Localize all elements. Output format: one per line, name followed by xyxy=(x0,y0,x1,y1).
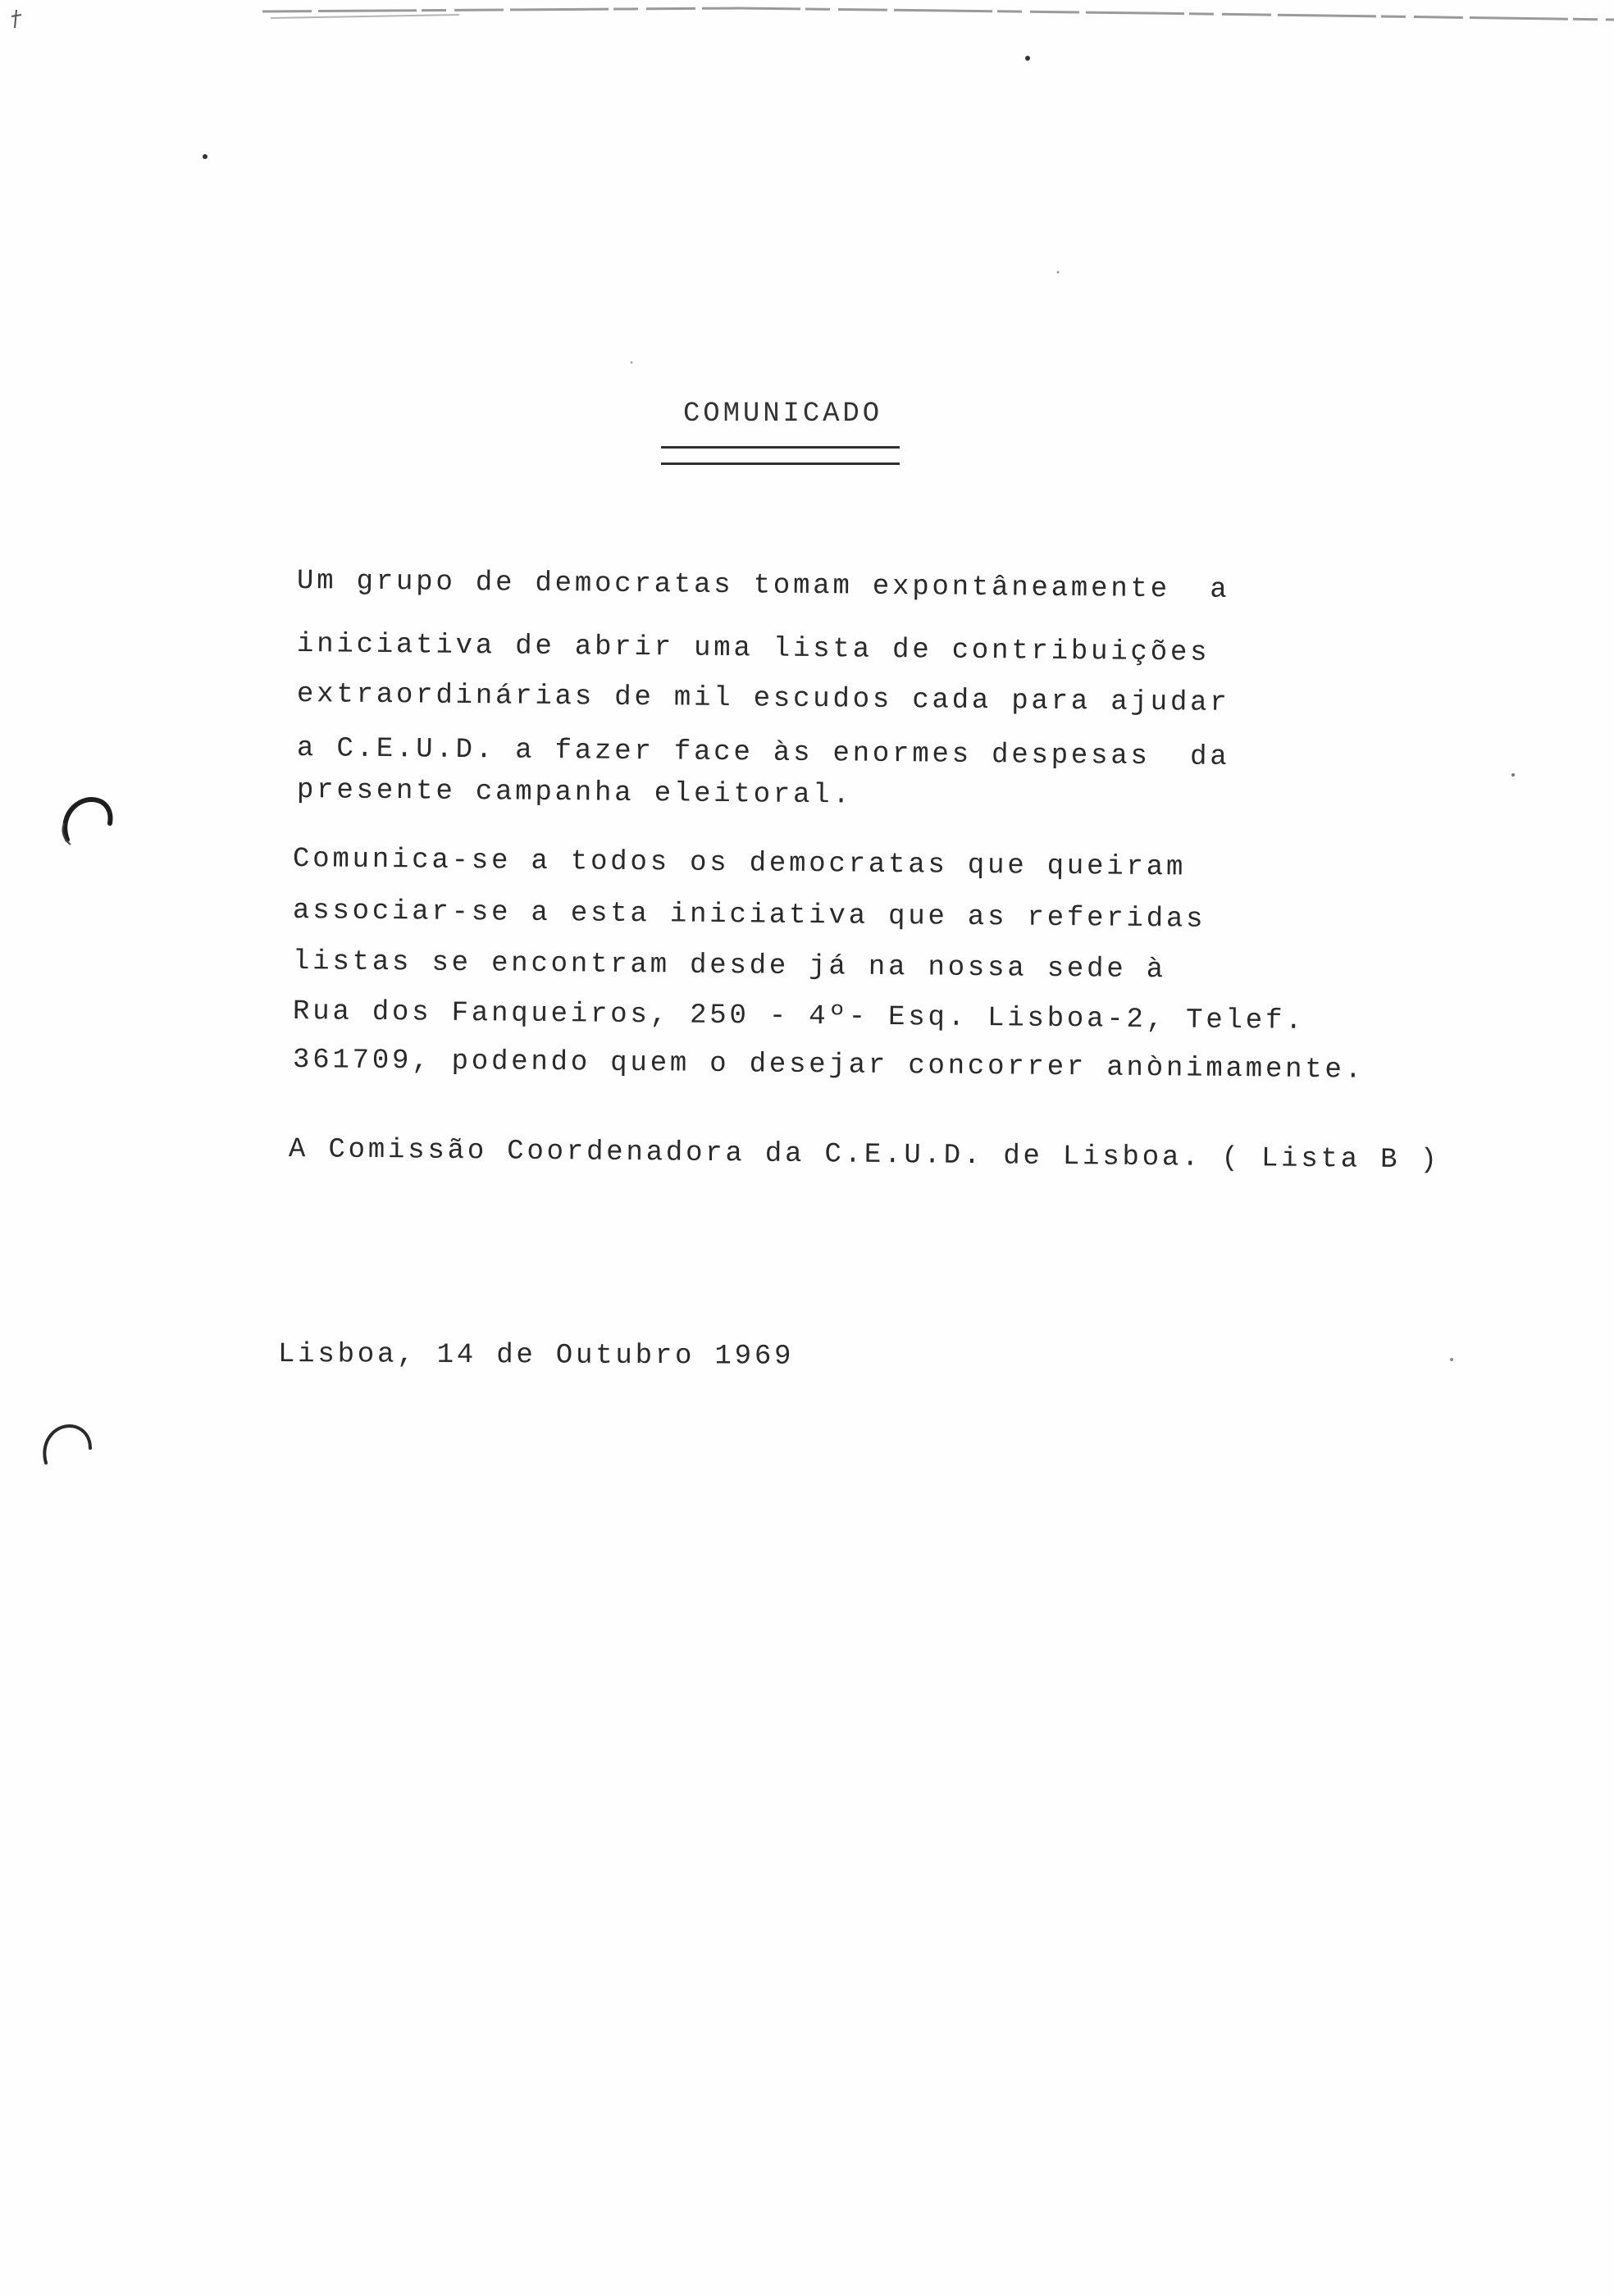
paragraph-1-line: iniciativa de abrir uma lista de contribuições xyxy=(296,629,1210,669)
top-edge-shadow xyxy=(262,8,1614,20)
paragraph-1-line: extraordinárias de mil escudos cada para ajudar xyxy=(296,679,1230,719)
speck xyxy=(1450,1358,1453,1361)
speck xyxy=(203,154,207,159)
paragraph-2-line: Rua dos Fanqueiros, 250 - 4º- Esq. Lisboa-2, Telef. xyxy=(292,996,1306,1037)
punch-hole-mark xyxy=(65,800,110,840)
paragraph-2-line: 361709, podendo quem o desejar concorrer anònimamente. xyxy=(292,1045,1366,1086)
signature-line: A Comissão Coordenadora da C.E.U.D. de Lisboa. ( Lista B ) xyxy=(288,1134,1440,1177)
paragraph-1-line: presente campanha eleitoral. xyxy=(296,775,853,812)
corner-mark xyxy=(11,10,21,28)
punch-hole-mark xyxy=(44,1426,90,1463)
speck xyxy=(1025,56,1030,61)
title-underline xyxy=(661,462,900,465)
speck xyxy=(631,362,633,364)
paragraph-2-line: associar-se a esta iniciativa que as referidas xyxy=(292,895,1206,936)
speck xyxy=(1057,271,1060,274)
top-edge-shadow-2 xyxy=(271,15,459,18)
paragraph-1-line: a C.E.U.D. a fazer face às enormes despesas da xyxy=(296,733,1230,773)
speck xyxy=(1511,773,1515,777)
punch-hole-mark xyxy=(62,823,71,845)
document-title: COMUNICADO xyxy=(683,399,883,430)
paragraph-2-line: Comunica-se a todos os democratas que queiram xyxy=(292,844,1187,884)
paragraph-1-line: Um grupo de democratas tomam expontâneamente a xyxy=(296,566,1230,606)
title-underline xyxy=(661,446,900,449)
date-line: Lisboa, 14 de Outubro 1969 xyxy=(277,1339,795,1373)
paragraph-2-line: listas se encontram desde já na nossa sede à xyxy=(292,946,1167,986)
